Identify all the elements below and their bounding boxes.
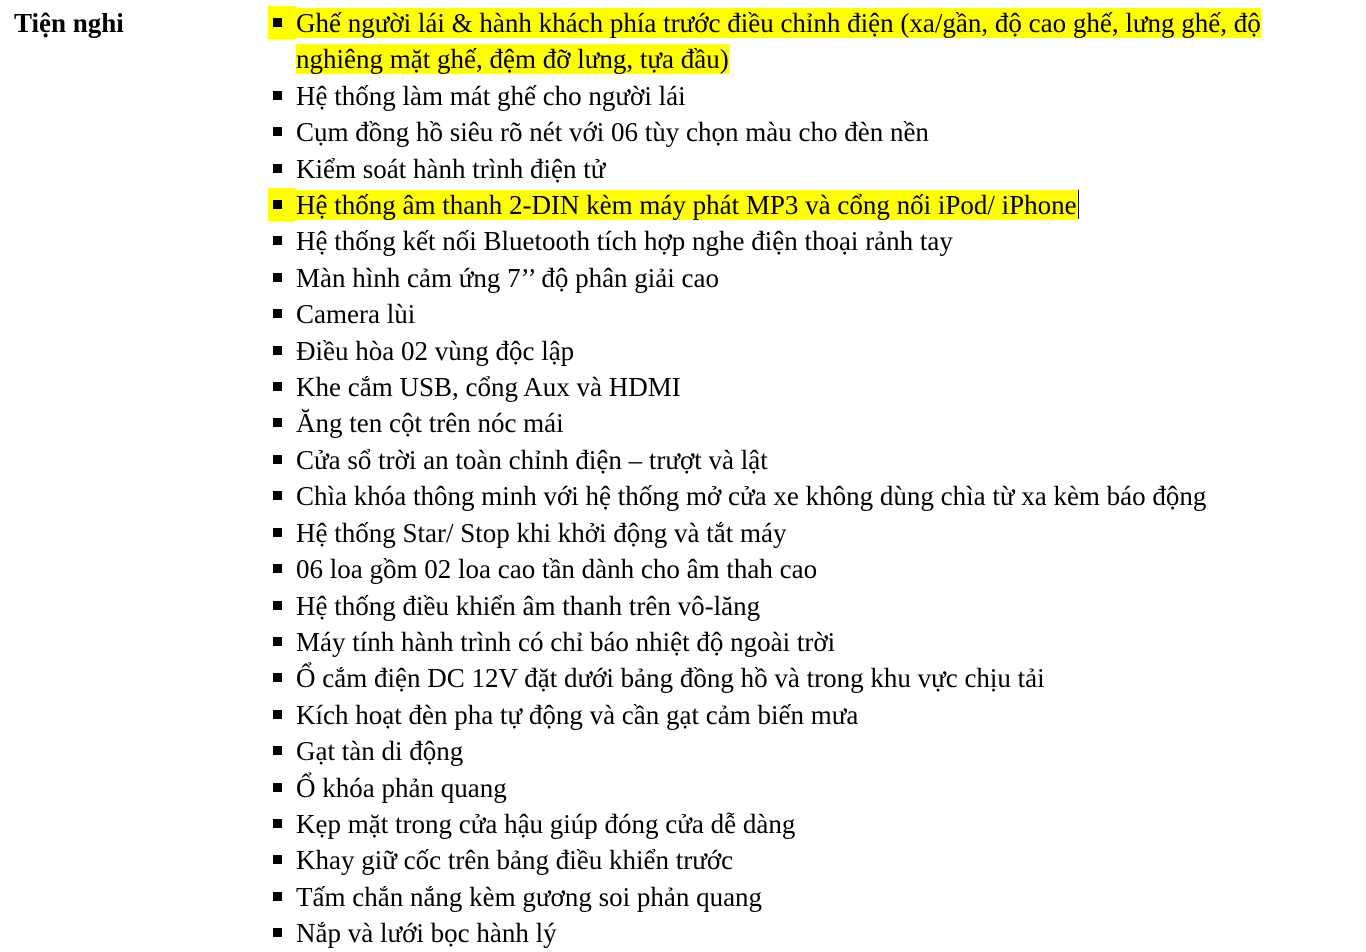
list-item-text: Cụm đồng hồ siêu rõ nét với 06 tùy chọn màu cho đèn nền bbox=[296, 117, 929, 148]
list-item bbox=[268, 333, 1348, 369]
list-item bbox=[268, 78, 1348, 114]
list-item-text: Khay giữ cốc trên bảng điều khiển trước bbox=[296, 845, 734, 876]
list-item-text: Kẹp mặt trong cửa hậu giúp đóng cửa dễ dàng bbox=[296, 808, 796, 839]
square-bullet-icon bbox=[273, 18, 282, 27]
list-item bbox=[268, 770, 1348, 806]
list-item-text: Ăng ten cột trên nóc mái bbox=[296, 408, 564, 439]
list-item bbox=[268, 478, 1348, 514]
square-bullet-icon bbox=[273, 200, 282, 209]
list-item-text: Ổ cắm điện DC 12V đặt dưới bảng đồng hồ và trong khu vực chịu tải bbox=[296, 663, 1045, 694]
list-item bbox=[268, 551, 1348, 587]
list-item-text: Điều hòa 02 vùng độc lập bbox=[296, 335, 575, 366]
list-item-text: Kiểm soát hành trình điện tử bbox=[296, 153, 606, 184]
square-bullet-icon bbox=[273, 710, 282, 719]
square-bullet-icon bbox=[273, 819, 282, 828]
list-item bbox=[268, 369, 1348, 405]
square-bullet-icon bbox=[273, 673, 282, 682]
list-item-text: Hệ thống làm mát ghế cho người lái bbox=[296, 80, 686, 111]
list-item bbox=[268, 405, 1348, 441]
list-item bbox=[268, 442, 1348, 478]
list-item bbox=[268, 114, 1348, 150]
list-item-text: Nắp và lưới bọc hành lý bbox=[296, 918, 557, 949]
list-item bbox=[268, 660, 1348, 696]
list-item-text: Chìa khóa thông minh với hệ thống mở cửa xe không dùng chìa từ xa kèm báo động bbox=[296, 481, 1207, 512]
list-item-text: Cửa sổ trời an toàn chỉnh điện – trượt và lật bbox=[296, 444, 768, 475]
square-bullet-icon bbox=[273, 236, 282, 245]
square-bullet-icon bbox=[273, 455, 282, 464]
list-item-text: Ghế người lái & hành khách phía trước điều chỉnh điện (xa/gần, độ cao ghế, lưng ghế, độ nghiêng mặt ghế, đệm đỡ lưng, tựa đầu) bbox=[296, 8, 1261, 75]
square-bullet-icon bbox=[273, 746, 282, 755]
square-bullet-icon bbox=[273, 528, 282, 537]
list-item bbox=[268, 879, 1348, 915]
square-bullet-icon bbox=[273, 382, 282, 391]
list-item bbox=[268, 624, 1348, 660]
text-cursor bbox=[1078, 190, 1080, 219]
square-bullet-icon bbox=[273, 855, 282, 864]
list-item bbox=[268, 5, 1348, 78]
list-item bbox=[268, 296, 1348, 332]
list-item bbox=[268, 697, 1348, 733]
square-bullet-icon bbox=[273, 273, 282, 282]
list-item-text: Máy tính hành trình có chỉ báo nhiệt độ ngoài trời bbox=[296, 626, 836, 657]
list-item-text: Hệ thống âm thanh 2-DIN kèm máy phát MP3 và cổng nối iPod/ iPhone bbox=[296, 190, 1077, 221]
list-item-text: Hệ thống kết nối Bluetooth tích hợp nghe điện thoại rảnh tay bbox=[296, 226, 953, 257]
list-item-text: Camera lùi bbox=[296, 299, 416, 330]
list-item-text: Hệ thống điều khiển âm thanh trên vô-lăng bbox=[296, 590, 761, 621]
square-bullet-icon bbox=[273, 418, 282, 427]
square-bullet-icon bbox=[273, 928, 282, 937]
square-bullet-icon bbox=[273, 164, 282, 173]
list-item bbox=[268, 915, 1348, 951]
list-item-text: Hệ thống Star/ Stop khi khởi động và tắt máy bbox=[296, 517, 787, 548]
list-item-text: Ổ khóa phản quang bbox=[296, 772, 507, 803]
square-bullet-icon bbox=[273, 91, 282, 100]
square-bullet-icon bbox=[273, 346, 282, 355]
list-item bbox=[268, 806, 1348, 842]
list-item-text: Màn hình cảm ứng 7’’ độ phân giải cao bbox=[296, 262, 720, 293]
list-item bbox=[268, 151, 1348, 187]
amenities-list bbox=[268, 5, 1348, 952]
list-item-text: Tấm chắn nắng kèm gương soi phản quang bbox=[296, 881, 763, 912]
list-item bbox=[268, 733, 1348, 769]
list-item bbox=[268, 588, 1348, 624]
square-bullet-icon bbox=[273, 309, 282, 318]
list-item-text: Gạt tàn di động bbox=[296, 736, 464, 767]
square-bullet-icon bbox=[273, 892, 282, 901]
section-heading: Tiện nghi bbox=[14, 8, 124, 38]
square-bullet-icon bbox=[273, 127, 282, 136]
list-item bbox=[268, 260, 1348, 296]
square-bullet-icon bbox=[273, 601, 282, 610]
square-bullet-icon bbox=[273, 637, 282, 646]
list-item-text: 06 loa gồm 02 loa cao tần dành cho âm thah cao bbox=[296, 554, 818, 585]
square-bullet-icon bbox=[273, 783, 282, 792]
square-bullet-icon bbox=[273, 491, 282, 500]
list-item bbox=[268, 223, 1348, 259]
list-item bbox=[268, 842, 1348, 878]
list-item bbox=[268, 515, 1348, 551]
list-item bbox=[268, 187, 1348, 223]
list-item-text: Khe cắm USB, cổng Aux và HDMI bbox=[296, 372, 681, 403]
square-bullet-icon bbox=[273, 564, 282, 573]
list-item-text: Kích hoạt đèn pha tự động và cần gạt cảm biến mưa bbox=[296, 699, 859, 730]
